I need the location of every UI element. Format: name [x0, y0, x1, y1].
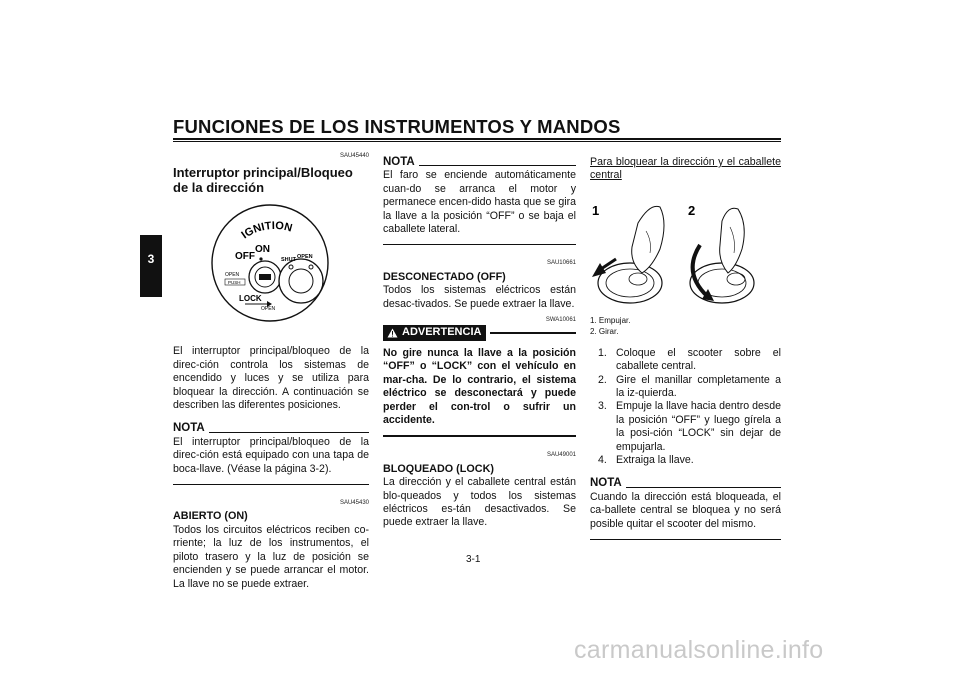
warning-badge: [383, 325, 486, 340]
subheading: DESCONECTADO (OFF): [383, 270, 506, 283]
page-number: 3-1: [466, 554, 481, 565]
nota-text: El faro se enciende automáticamente cuan-do se arranca el motor y permanece encen-dido hasta que se gira la llave a la posición “OFF” o se baja el caballete lateral.: [383, 169, 576, 236]
paragraph: La dirección y el caballete central están blo-queados y todos los sistemas eléctricos es-tán desactivados. Se puede extraer la llave.: [383, 476, 576, 529]
column-1: [173, 150, 369, 591]
nota-heading: [383, 156, 576, 169]
chapter-tab: 3: [140, 235, 162, 297]
paragraph: Todos los sistemas eléctricos están desac-tivados. Se puede extraer la llave.: [383, 284, 576, 310]
subheading: ABIERTO (ON): [173, 510, 248, 523]
procedure-steps: [590, 347, 781, 468]
nota-heading: [590, 477, 781, 490]
warning-triangle-icon: [387, 328, 398, 338]
fig-open-label: OPEN: [297, 254, 313, 261]
section-code: SAU45430: [339, 500, 369, 507]
nota-label: NOTA: [590, 477, 622, 490]
figure-caption-2: 2. Girar.: [590, 326, 619, 336]
procedure-heading: Para bloquear la dirección y el caballete central: [590, 156, 781, 182]
column-2: [383, 156, 576, 530]
fig-off-label: OFF: [235, 251, 255, 263]
paragraph: Todos los circuitos eléctricos reciben co-rriente; la luz de los instrumentos, el piloto trasero y la luz de posición se encienden y se puede arrancar el motor. La llave no se puede extraer.: [173, 523, 369, 590]
warning-rule: [383, 435, 576, 437]
paragraph: El interruptor principal/bloqueo de la direc-ción controla los sistemas de encendido y luces y se utiliza para bloquear la dirección. A continuación se describen las diferentes posiciones.: [173, 345, 369, 412]
nota-text: Cuando la dirección está bloqueada, el ca-ballete central se bloquea y no será posible quitar el scooter del mismo.: [590, 490, 781, 530]
nota-label: NOTA: [383, 156, 415, 168]
fig-open2-label: OPEN: [225, 272, 240, 279]
column-3: [590, 156, 781, 540]
ignition-switch-figure: [173, 201, 369, 331]
subheading: BLOQUEADO (LOCK): [383, 462, 494, 475]
section-code: SAU49001: [546, 452, 576, 459]
ignition-switch-illustration: [173, 201, 369, 331]
header-rule: [173, 138, 781, 140]
list-item: 2. Gire el manillar completamente a la iz-quierda.: [598, 373, 781, 400]
nota-label: NOTA: [173, 422, 205, 435]
fig-open3-label: OPEN: [261, 306, 276, 313]
section-code: SWA10061: [545, 317, 576, 324]
page-header-title: FUNCIONES DE LOS INSTRUMENTOS Y MANDOS: [173, 116, 621, 137]
header-rule-thin: [173, 141, 781, 142]
nota-rule: [173, 484, 369, 485]
nota-rule: [383, 244, 576, 245]
list-item: 4. Extraiga la llave.: [598, 454, 694, 467]
lock-procedure-figure: [590, 193, 781, 311]
figure-number-2: 2: [688, 202, 696, 218]
watermark: carmanualsonline.info: [574, 636, 824, 664]
section-code: SAU45440: [339, 153, 369, 159]
warning-heading: [383, 325, 576, 340]
nota-rule: [590, 539, 781, 540]
list-item: 1. Coloque el scooter sobre el caballete central.: [598, 346, 781, 373]
nota-text: El interruptor principal/bloqueo de la direc-ción está equipado con una tapa de boca-llave. (Véase la página 3-2).: [173, 435, 369, 475]
warning-text: No gire nunca la llave a la posición “OFF” o “LOCK” con el vehículo en mar-cha. De lo contrario, el sistema eléctrico se desconectará y puede perder el con-trol o sufrir un accidente.: [383, 346, 576, 426]
warning-label: ADVERTENCIA: [402, 326, 482, 339]
figure-number-1: 1: [592, 202, 600, 218]
figure-caption-1: 1. Empujar.: [590, 315, 631, 325]
section-heading: Interruptor principal/Bloqueo de la dirección: [173, 165, 353, 196]
fig-push-label: PUSH: [228, 280, 241, 286]
fig-on-label: ON: [255, 244, 270, 256]
fig-lock-label: LOCK: [239, 294, 262, 304]
lock-procedure-illustration: [590, 193, 781, 311]
section-code: SAU10661: [546, 260, 576, 267]
list-item: 3. Empuje la llave hacia dentro desde la posición “OFF” y luego gírela a la posi-ción “LOCK” sin dejar de empujarla.: [598, 400, 781, 453]
fig-shut-label: SHUT: [281, 257, 296, 264]
nota-heading: [173, 422, 369, 435]
fig-ignition-label: IGNITION: [239, 220, 294, 242]
